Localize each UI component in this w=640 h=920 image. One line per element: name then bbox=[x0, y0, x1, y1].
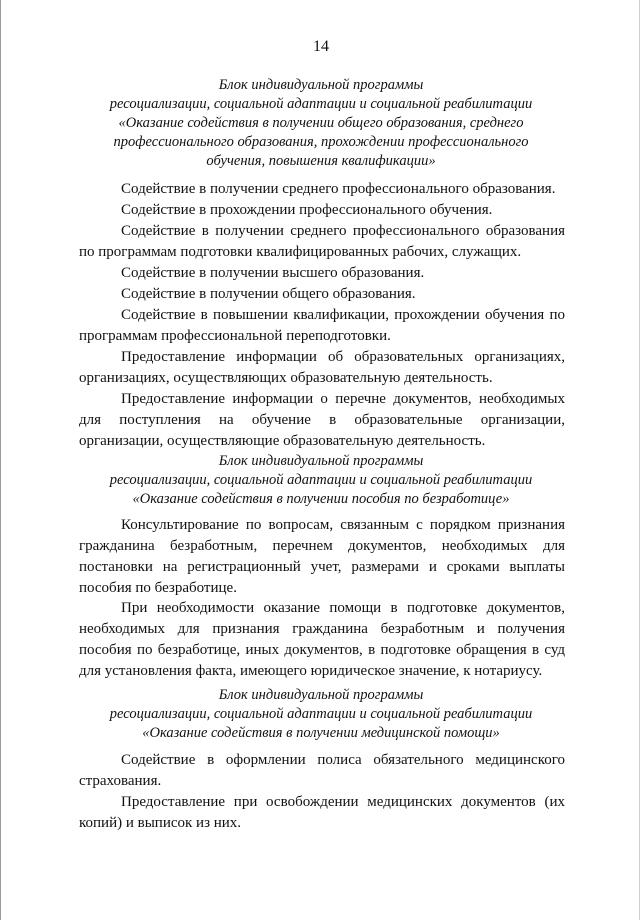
paragraph: Содействие в получении общего образования. bbox=[121, 286, 416, 302]
block-header-unemployment bbox=[71, 452, 571, 509]
paragraph: Консультирование по вопросам, связанным с порядком признания гражданина безработным, перечнем документов, необходимых для постановки на регистрационный учет, размерами и сроками выплаты пособия по безработице. bbox=[79, 517, 565, 596]
block-header-medical bbox=[71, 686, 571, 743]
paragraph: Содействие в прохождении профессионального обучения. bbox=[121, 202, 493, 218]
block-header-line: ресоциализации, социальной адаптации и социальной реабилитации bbox=[109, 706, 533, 722]
block-header-line: Блок индивидуальной программы bbox=[218, 453, 424, 469]
paragraph: Предоставление при освобождении медицинских документов (их копий) и выписок из них. bbox=[79, 794, 565, 831]
paragraph: Предоставление информации об образовательных организациях, организациях, осуществляющих образовательную деятельность. bbox=[79, 349, 565, 386]
block-header-line: обучения, повышения квалификации» bbox=[206, 153, 436, 169]
paragraph: Содействие в оформлении полиса обязательного медицинского страхования. bbox=[79, 752, 565, 789]
block-header-line: «Оказание содействия в получении общего образования, среднего bbox=[118, 115, 524, 131]
block-header-line: ресоциализации, социальной адаптации и социальной реабилитации bbox=[109, 96, 533, 112]
paragraph: При необходимости оказание помощи в подготовке документов, необходимых для признания гражданина безработным и получения пособия по безработице, иных документов, в подготовке обращения в суд для установления факта, имеющего юридическое значение, к нотариусу. bbox=[79, 600, 565, 679]
paragraph: Содействие в получении среднего профессионального образования. bbox=[121, 181, 556, 197]
block-header-line: ресоциализации, социальной адаптации и социальной реабилитации bbox=[109, 472, 533, 488]
block-header-line: Блок индивидуальной программы bbox=[218, 77, 424, 93]
paragraph: Содействие в получении среднего профессионального образования по программам подготовки квалифицированных рабочих, служащих. bbox=[79, 223, 565, 260]
paragraph: Содействие в получении высшего образования. bbox=[121, 265, 425, 281]
page-number: 14 bbox=[313, 38, 329, 55]
paragraph: Содействие в повышении квалификации, прохождении обучения по программам профессиональной переподготовки. bbox=[79, 307, 565, 344]
paragraph: Предоставление информации о перечне документов, необходимых для поступления на обучение в образовательные организации, организации, осуществляющие образовательную деятельность. bbox=[79, 391, 565, 449]
block-header-line: «Оказание содействия в получении пособия по безработице» bbox=[132, 491, 510, 507]
block-header-line: Блок индивидуальной программы bbox=[218, 687, 424, 703]
block-header-education bbox=[71, 76, 571, 171]
block-header-line: «Оказание содействия в получении медицинской помощи» bbox=[142, 725, 500, 741]
block-header-line: профессионального образования, прохождении профессионального bbox=[113, 134, 529, 150]
